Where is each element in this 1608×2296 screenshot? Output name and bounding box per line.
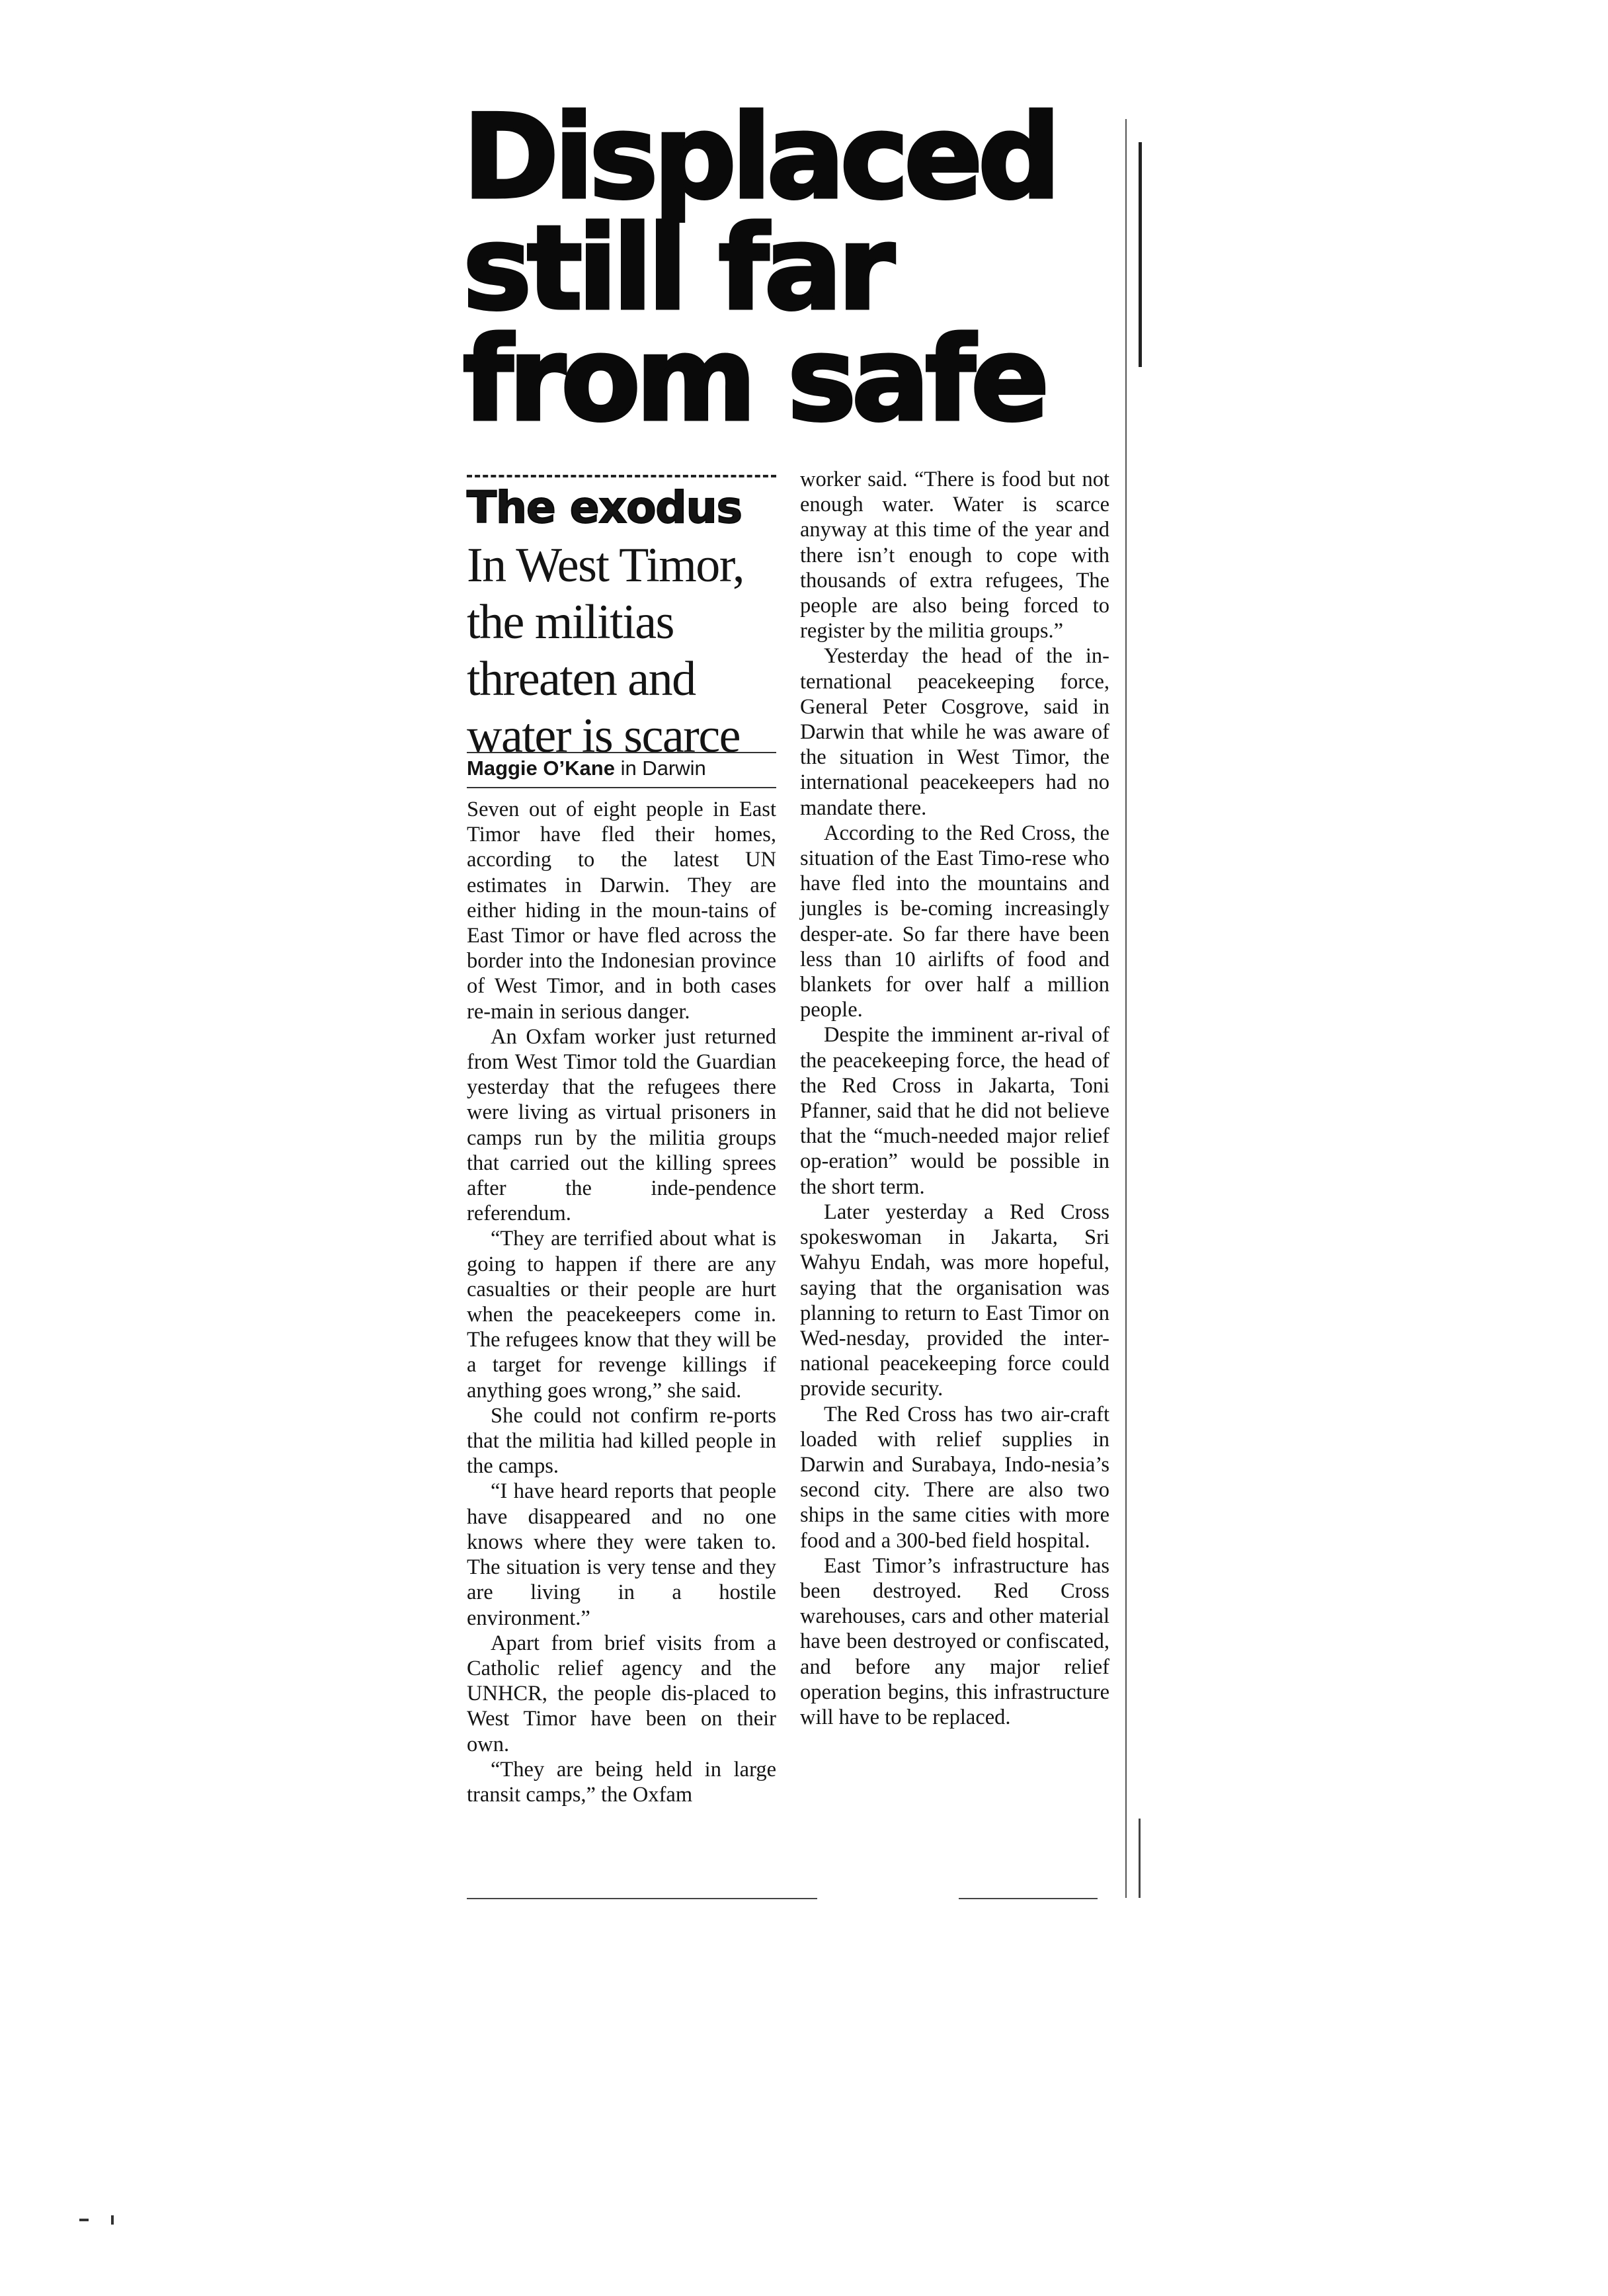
byline <box>467 754 784 783</box>
paragraph: According to the Red Cross, the situation of the East Timo-rese who have fled into the mountains and jungles is be-coming increasingly desper-ate. So far there have been less than 10 airlifts of food and blankets for over half a million people. <box>800 821 1109 1022</box>
paragraph: worker said. “There is food but not enough water. Water is scarce anyway at this time of the year and there isn’t enough to cope with thousands of extra refugees, The people are also being forced to register by the militia groups.” <box>800 468 1109 643</box>
byline-rule <box>467 752 776 753</box>
byline-rule <box>467 787 776 788</box>
kicker-dashed-rule <box>467 475 776 477</box>
paragraph: “They are terrified about what is going to happen if there are any casualties or their people are hurt when the peacekeepers come in. The refugees know that they will be a target for revenge killings if anything goes wrong,” she said. <box>467 1227 776 1403</box>
headline-line: Displaced <box>463 91 1057 225</box>
article-column-2 <box>800 467 1109 1730</box>
standfirst-line: water is scarce <box>467 709 741 763</box>
scan-speck <box>79 2219 89 2221</box>
standfirst-line: threaten and <box>467 652 696 706</box>
byline-author: Maggie O’Kane <box>467 757 615 780</box>
paragraph: Yesterday the head of the in-ternational peacekeeping force, General Peter Cosgrove, said in Darwin that while he was aware of the situation in West Timor, the international peacekeepers had no mandate there. <box>800 644 1109 820</box>
paragraph: Seven out of eight people in East Timor have fled their homes, according to the latest UN estimates in Darwin. They are either hiding in the moun-tains of East Timor or have fled across the border into the Indonesian province of West Timor, and in both cases re-main in serious danger. <box>467 798 776 1024</box>
paragraph: East Timor’s infrastructure has been destroyed. Red Cross warehouses, cars and other material have been destroyed or confiscated, and before any major relief operation begins, this infrastructure will have to be replaced. <box>800 1553 1109 1729</box>
scan-margin-mark <box>1139 1819 1141 1898</box>
byline-location: in Darwin <box>620 757 706 780</box>
clipping-edge-rule <box>1125 119 1127 1898</box>
standfirst-line: In West Timor, <box>467 538 744 593</box>
footer-rule <box>959 1898 1098 1899</box>
paragraph: “I have heard reports that people have disappeared and no one knows where they were taken to. The situation is very tense and they are living in a hostile environment.” <box>467 1479 776 1630</box>
paragraph: “They are being held in large transit camps,” the Oxfam <box>467 1757 776 1807</box>
article-column-1 <box>467 797 776 1807</box>
scan-speck <box>111 2215 114 2225</box>
scan-margin-mark <box>1139 142 1142 367</box>
paragraph: The Red Cross has two air-craft loaded with relief supplies in Darwin and Surabaya, Indo-nesia’s second city. There are also two ships in the same cities with more food and a 300-bed field hospital. <box>800 1402 1109 1553</box>
headline <box>463 91 1190 447</box>
kicker: The exodus <box>467 482 742 533</box>
paragraph: Despite the imminent ar-rival of the peacekeeping force, the head of the Red Cross in Jakarta, Toni Pfanner, said that he did not believe that the “much-needed major relief op-eration” would be possible in the short term. <box>800 1023 1109 1199</box>
paragraph: She could not confirm re-ports that the militia had killed people in the camps. <box>467 1403 776 1479</box>
paragraph: Apart from brief visits from a Catholic relief agency and the UNHCR, the people dis-placed to West Timor have been on their own. <box>467 1631 776 1756</box>
paragraph: Later yesterday a Red Cross spokeswoman in Jakarta, Sri Wahyu Endah, was more hopeful, saying that the organisation was planning to return to East Timor on Wed-nesday, provided the inter-national peacekeeping force could provide security. <box>800 1200 1109 1401</box>
paragraph: An Oxfam worker just returned from West Timor told the Guardian yesterday that the refugees there were living as virtual prisoners in camps run by the militia groups that carried out the killing sprees after the inde-pendence referendum. <box>467 1024 776 1226</box>
standfirst <box>467 537 784 764</box>
standfirst-line: the militias <box>467 595 674 649</box>
headline-line: still far <box>463 202 891 336</box>
footer-rule <box>467 1898 817 1899</box>
headline-line: from safe <box>463 313 1045 447</box>
